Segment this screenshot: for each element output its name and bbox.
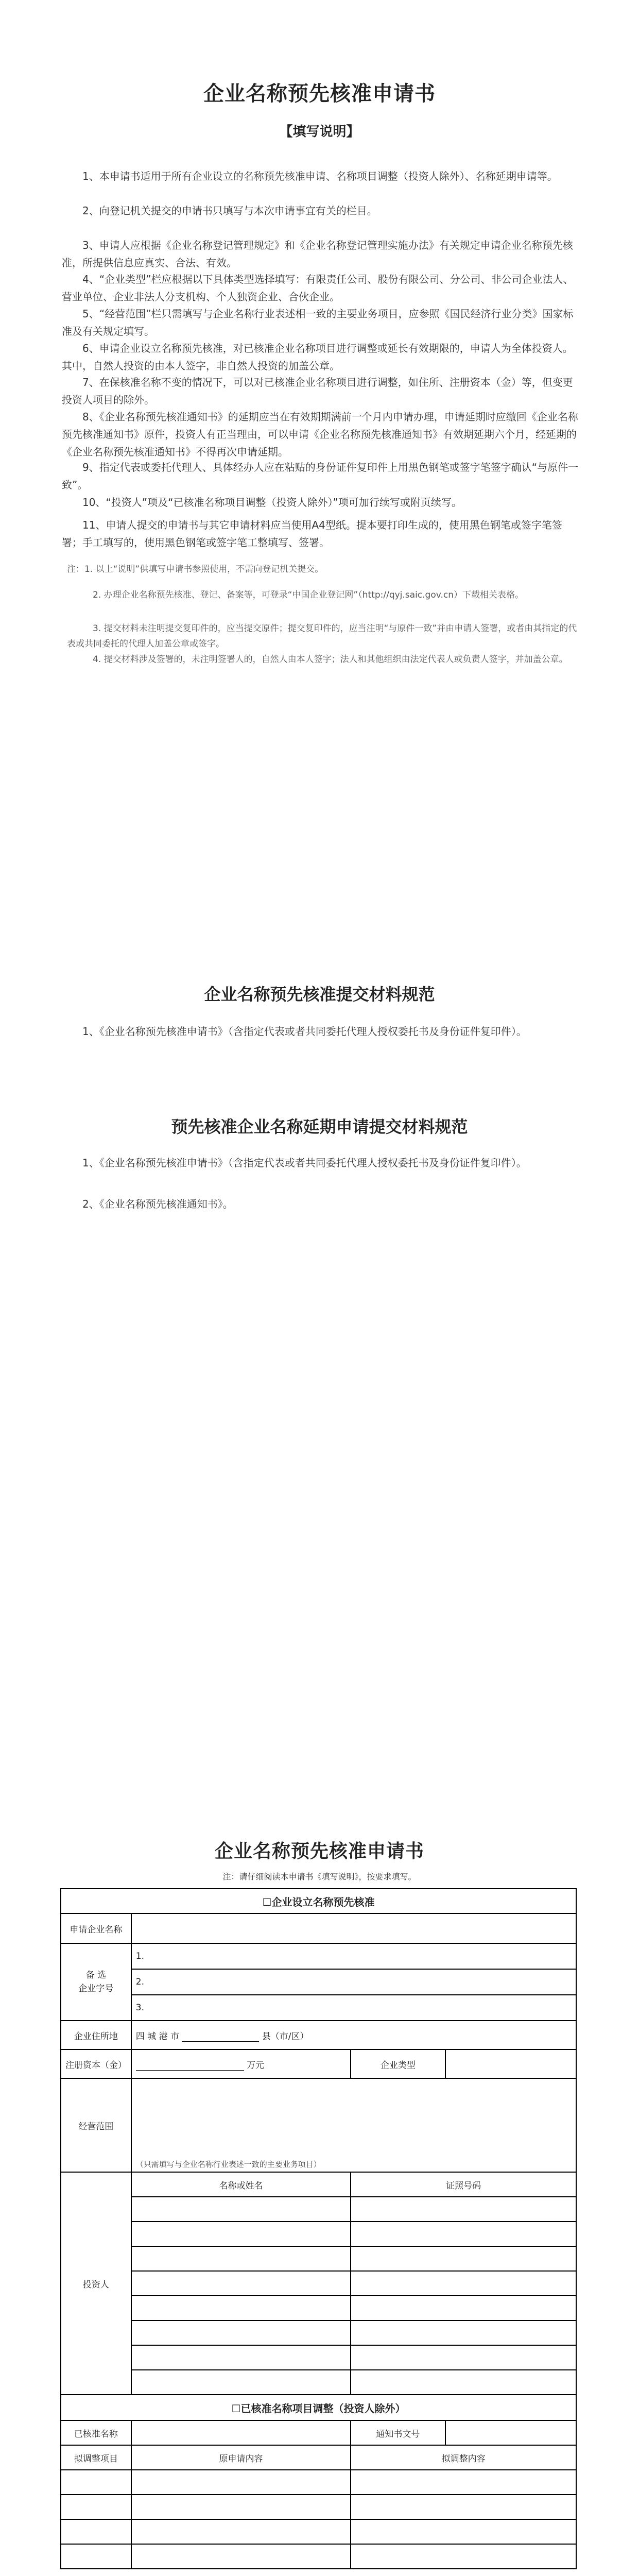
address-text: 四 城 港 市 [135, 2031, 182, 2042]
investor-name-cell[interactable] [131, 2197, 351, 2222]
investor-id-cell[interactable] [351, 2296, 576, 2320]
instruction-item: 2、向登记机关提交的申请书只填写与本次申请事宜有关的栏目。 [82, 205, 377, 217]
original-content-cell[interactable] [131, 2470, 351, 2495]
spec1-item: 1、《企业名称预先核准申请书》（含指定代表或者共同委托代理人授权委托书及身份证件复印件）。 [82, 1025, 527, 1038]
adjust-item-cell[interactable] [61, 2470, 131, 2495]
investor-id-cell[interactable] [351, 2345, 576, 2370]
sec1-header: ☐企业设立名称预先核准 [61, 1889, 576, 1913]
investor-name-cell[interactable] [131, 2345, 351, 2370]
company-name-field[interactable] [131, 1913, 576, 1943]
investor-id-cell[interactable] [351, 2222, 576, 2246]
spec2-item-1: 1、《企业名称预先核准申请书》（含指定代表或者共同委托代理人授权委托书及身份证件复印件）。 [82, 1157, 527, 1169]
investor-label: 投资人 [61, 2172, 131, 2395]
application-form-table [60, 1888, 577, 2569]
adjust-item-cell[interactable] [61, 2495, 131, 2519]
investor-name-cell[interactable] [131, 2222, 351, 2246]
adjusted-content-header: 拟调整内容 [351, 2445, 576, 2470]
address-label: 企业住所地 [61, 2021, 131, 2049]
alt-name-field-3[interactable]: 3. [131, 1995, 576, 2021]
capital-unit: 万元 [247, 2060, 265, 2071]
note-item: 4. 提交材料涉及签署的，未注明签署人的，自然人由本人签字；法人和其他组织由法定代表人或负责人签字，并加盖公章。 [93, 654, 568, 665]
instruction-item: 11、申请人提交的申请书与其它申请材料应当使用A4型纸。提本要打印生成的，使用黑色钢笔或签字笔签署；手工填写的，使用黑色钢笔或签字笔工整填写、签署。 [62, 519, 562, 549]
investor-id-cell[interactable] [351, 2197, 576, 2222]
instruction-item: 9、指定代表或委托代理人、具体经办人应在粘贴的身份证件复印件上用黑色钢笔或签字笔签字确认“与原件一致”。 [62, 461, 579, 491]
address-suffix: 县（市/区） [262, 2031, 309, 2042]
instructions-subtitle: 【填写说明】 [279, 124, 360, 140]
adjusted-content-cell[interactable] [351, 2495, 576, 2519]
investor-id-cell[interactable] [351, 2271, 576, 2296]
instruction-item: 1、本申请书适用于所有企业设立的名称预先核准申请、名称项目调整（投资人除外）、名称延期申请等。 [82, 170, 558, 182]
district-blank[interactable] [182, 2032, 259, 2042]
instruction-item: 7、在保核准名称不变的情况下，可以对已核准企业名称项目进行调整，如住所、注册资本（金）等，但变更投资人项目的除外。 [62, 376, 573, 406]
notice-no-label: 通知书文号 [351, 2420, 445, 2445]
type-label: 企业类型 [351, 2049, 445, 2078]
capital-field[interactable] [131, 2049, 351, 2078]
note-item: 3. 提交材料未注明提交复印件的，应当提交原件；提交复印件的，应当注明“与原件一致”并由申请人签署，或者由其指定的代表或共同委托的代理人加盖公章或签字。 [67, 623, 577, 649]
adjusted-content-cell[interactable] [351, 2470, 576, 2495]
instruction-item: 10、“投资人”项及“已核准名称项目调整（投资人除外）”项可加行续写或附页续写。 [82, 496, 462, 509]
investor-name-header: 名称或姓名 [131, 2172, 351, 2197]
scope-field[interactable] [131, 2078, 576, 2172]
alt-name-label: 备 选 企业字号 [61, 1943, 131, 2021]
approved-name-field[interactable] [131, 2420, 351, 2445]
notice-no-field[interactable] [445, 2420, 576, 2445]
spec2-title: 预先核准企业名称延期申请提交材料规范 [171, 1117, 468, 1137]
investor-id-cell[interactable] [351, 2370, 576, 2395]
investor-name-cell[interactable] [131, 2320, 351, 2345]
scope-note: （只需填写与企业名称行业表述一致的主要业务项目） [135, 2160, 321, 2169]
note-item: 2. 办理企业名称预先核准、登记、备案等，可登录“中国企业登记网”（http://qyj.saic.gov.cn）下载相关表格。 [93, 590, 524, 600]
instruction-item: 3、申请人应根据《企业名称登记管理规定》和《企业名称登记管理实施办法》有关规定申请企业名称预先核准，所提供信息应真实、合法、有效。 [62, 239, 573, 269]
instruction-item: 4、“企业类型”栏应根据以下具体类型选择填写：有限责任公司、股份有限公司、分公司、非公司企业法人、营业单位、企业非法人分支机构、个人独资企业、合伙企业。 [62, 273, 574, 303]
spec1-title: 企业名称预先核准提交材料规范 [204, 985, 435, 1004]
adjusted-content-cell[interactable] [351, 2519, 576, 2544]
form-note: 注：请仔细阅读本申请书《填写说明》，按要求填写。 [222, 1872, 417, 1882]
adjust-item-cell[interactable] [61, 2519, 131, 2544]
type-field[interactable] [445, 2049, 576, 2078]
instruction-item: 8、《企业名称预先核准通知书》的延期应当在有效期期满前一个月内申请办理，申请延期时应缴回《企业名称预先核准通知书》原件，投资人有正当理由，可以申请《企业名称预先核准通知书》有效期延期六个月，经延期的《企业名称预先核准通知书》不得再次申请延期。 [62, 411, 578, 458]
company-name-label: 申请企业名称 [61, 1913, 131, 1943]
original-content-cell[interactable] [131, 2544, 351, 2569]
instruction-item: 6、申请企业设立名称预先核准，对已核准企业名称项目进行调整或延长有效期限的，申请人为全体投资人。其中，自然人投资的由本人签字，非自然人投资的加盖公章。 [62, 342, 573, 372]
investor-id-header: 证照号码 [351, 2172, 576, 2197]
adjusted-content-cell[interactable] [351, 2544, 576, 2569]
investor-name-cell[interactable] [131, 2246, 351, 2271]
adjust-item-cell[interactable] [61, 2544, 131, 2569]
form-title: 企业名称预先核准申请书 [214, 1841, 424, 1862]
original-content-cell[interactable] [131, 2519, 351, 2544]
capital-blank[interactable] [136, 2061, 244, 2071]
approved-name-label: 已核准名称 [61, 2420, 131, 2445]
investor-name-cell[interactable] [131, 2370, 351, 2395]
capital-label: 注册资本（金） [61, 2049, 131, 2078]
spec2-item-2: 2、《企业名称预先核准通知书》。 [82, 1198, 233, 1210]
instruction-item: 5、“经营范围”栏只需填写与企业名称行业表述相一致的主要业务项目，应参照《国民经济行业分类》国家标准及有关规定填写。 [62, 308, 574, 337]
instructions-title: 企业名称预先核准申请书 [203, 82, 436, 106]
note-item: 注：1. 以上“说明”供填写申请书参照使用，不需向登记机关提交。 [67, 564, 324, 574]
investor-id-cell[interactable] [351, 2246, 576, 2271]
address-field[interactable] [131, 2021, 576, 2049]
alt-name-field-2[interactable]: 2. [131, 1969, 576, 1995]
investor-name-cell[interactable] [131, 2271, 351, 2296]
original-content-header: 原申请内容 [131, 2445, 351, 2470]
sec2-header: ☐已核准名称项目调整（投资人除外） [61, 2395, 576, 2420]
original-content-cell[interactable] [131, 2495, 351, 2519]
scope-label: 经营范围 [61, 2078, 131, 2172]
adjust-item-header: 拟调整项目 [61, 2445, 131, 2470]
alt-name-field-1[interactable]: 1. [131, 1943, 576, 1969]
investor-id-cell[interactable] [351, 2320, 576, 2345]
investor-name-cell[interactable] [131, 2296, 351, 2320]
